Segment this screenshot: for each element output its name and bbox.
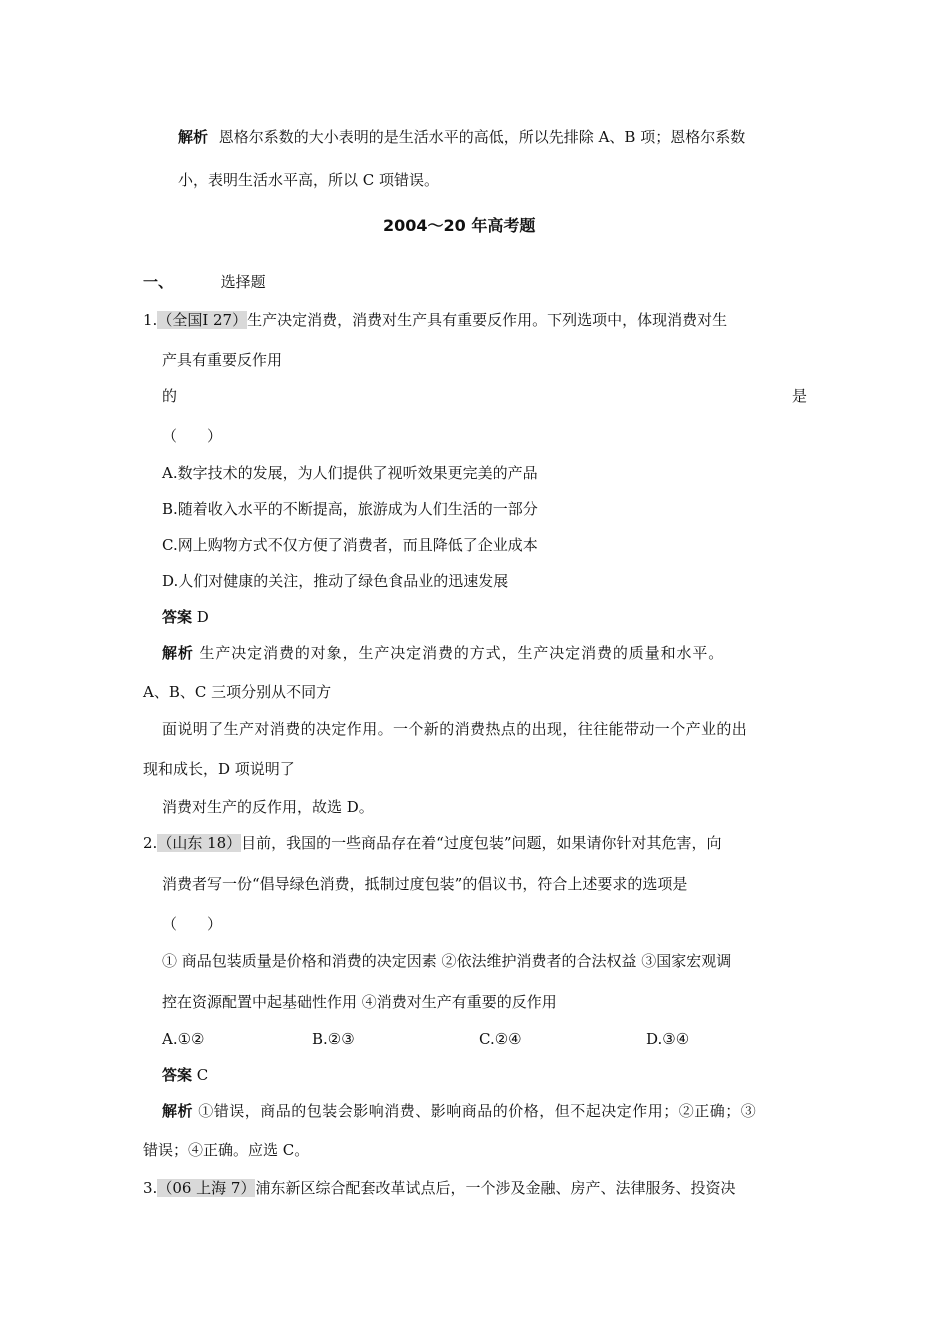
q1-analysis-line-4: 现和成长，D 项说明了 [143,760,295,778]
q1-analysis-line-1 [162,643,724,663]
q3-stem-line-1 [143,1178,736,1198]
q1-stem-line-3b: 是 [792,387,808,405]
q1-number: 1. [143,311,158,329]
q2-items-line-1: ① 商品包装质量是价格和消费的决定因素 ②依法维护消费者的合法权益 ③国家宏观调 [162,952,732,970]
q2-answer [162,1065,208,1085]
q1-answer-parens: （ ） [162,427,223,445]
q1-option-c: C.网上购物方式不仅方便了消费者，而且降低了企业成本 [162,536,538,554]
intro-analysis-line-1 [178,127,745,147]
q2-option-d: D.③④ [646,1030,690,1048]
q2-stem-line-1 [143,833,722,853]
q1-source-tag: （全国Ⅰ 27） [157,311,248,329]
analysis-label: 解析 [178,128,209,146]
q2-items-line-2: 控在资源配置中起基础性作用 ④消费对生产有重要的反作用 [162,993,557,1011]
analysis-label: 解析 [162,1102,194,1120]
q1-stem-line-1 [143,310,727,330]
intro-analysis-text-2: 小，表明生活水平高，所以 C 项错误。 [178,171,440,189]
q2-number: 2. [143,834,158,852]
intro-analysis-text-1: 恩格尔系数的大小表明的是生活水平的高低，所以先排除 A、B 项；恩格尔系数 [218,128,746,146]
analysis-label: 解析 [162,644,194,662]
q1-answer [162,607,209,627]
q2-stem-text-1: 目前，我国的一些商品存在着“过度包装”问题，如果请你针对其危害，向 [241,834,722,852]
answer-label: 答案 [162,608,193,626]
q2-stem-line-2: 消费者写一份“倡导绿色消费，抵制过度包装”的倡议书，符合上述要求的选项是 [162,875,688,893]
q2-option-a: A.①② [162,1030,205,1048]
q1-analysis-text-1: 生产决定消费的对象，生产决定消费的方式，生产决定消费的质量和水平。 [199,644,725,662]
q3-source-tag: （06 上海 7） [157,1179,256,1197]
q2-analysis-line-1 [162,1101,756,1121]
answer-label: 答案 [162,1066,193,1084]
q2-analysis-line-2: 错误；④正确。应选 C。 [143,1141,310,1159]
q1-analysis-line-3: 面说明了生产对消费的决定作用。一个新的消费热点的出现，往往能带动一个产业的出 [162,720,748,738]
q1-option-a: A.数字技术的发展，为人们提供了视听效果更完美的产品 [162,464,538,482]
q1-analysis-line-5: 消费对生产的反作用，故选 D。 [162,798,374,816]
section-heading [143,272,266,292]
q1-stem-line-3a: 的 [162,387,178,405]
intro-analysis-line-2 [178,170,439,190]
section-name: 选择题 [220,273,266,291]
q3-stem-text-1: 浦东新区综合配套改革试点后，一个涉及金融、房产、法律服务、投资决 [255,1179,736,1197]
q2-source-tag: （山东 18） [157,834,242,852]
q1-stem-line-2: 产具有重要反作用 [162,351,283,369]
q1-option-b: B.随着收入水平的不断提高，旅游成为人们生活的一部分 [162,500,538,518]
q2-option-c: C.②④ [479,1030,522,1048]
q2-answer-value: C [196,1066,209,1084]
q3-number: 3. [143,1179,158,1197]
q1-option-d: D.人们对健康的关注，推动了绿色食品业的迅速发展 [162,572,509,590]
q2-answer-parens: （ ） [162,915,223,933]
q2-analysis-text-1: ①错误，商品的包装会影响消费、影响商品的价格，但不起决定作用；②正确；③ [198,1102,757,1120]
section-number: 一、 [143,273,174,291]
q1-stem-text-1: 生产决定消费，消费对生产具有重要反作用。下列选项中，体现消费对生 [247,311,728,329]
q2-option-b: B.②③ [312,1030,355,1048]
q1-analysis-line-2: A、B、C 三项分别从不同方 [143,683,332,701]
section-title: 2004～20 年高考题 [383,216,536,235]
q1-answer-value: D [196,608,209,626]
